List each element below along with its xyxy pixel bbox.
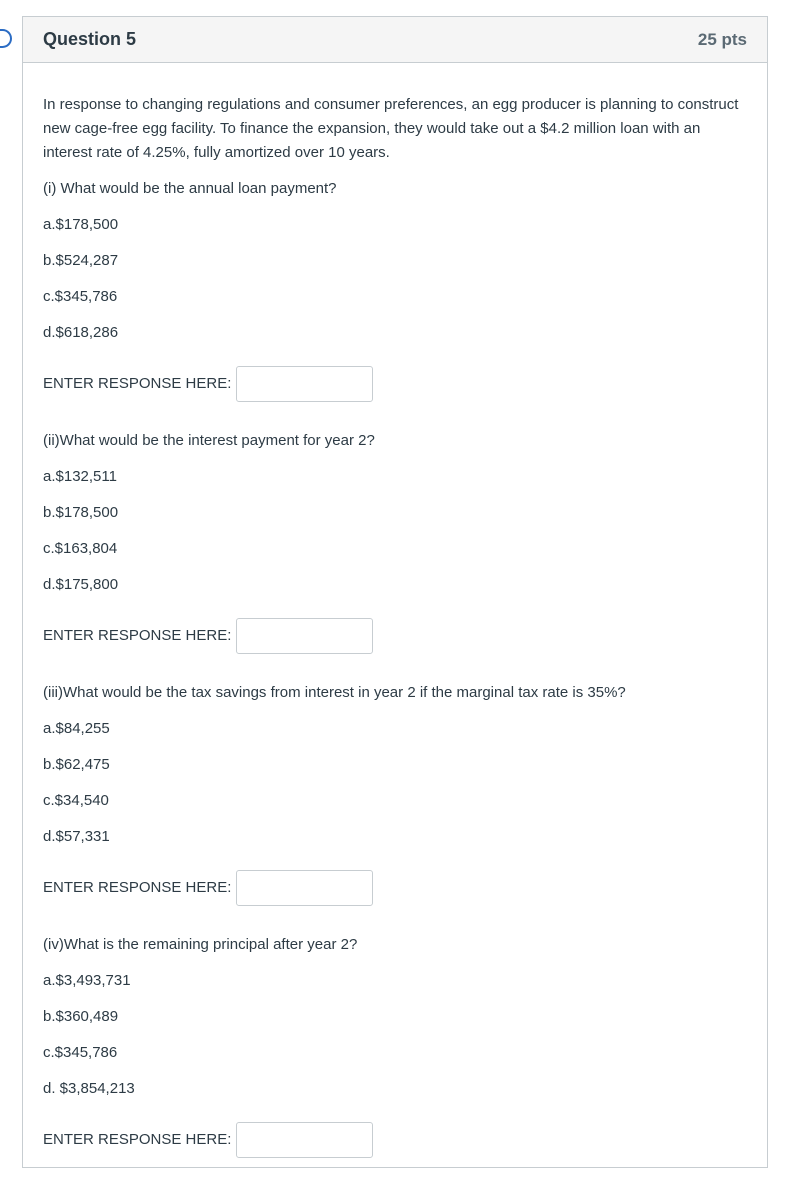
part-prompt: (i) What would be the annual loan payment? [43,180,337,197]
question-header [23,17,767,63]
option-d: d.$57,331 [43,828,110,845]
option-c: c.$345,786 [43,288,118,305]
option-b: b.$524,287 [43,252,119,269]
option-c: c.$34,540 [43,792,109,809]
question-part-iv [43,933,747,1159]
response-row [43,1121,747,1159]
question-intro: In response to changing regulations and consumer preferences, an egg producer is planning to construct new cage-free egg facility. To finance the expansion, they would take out a $4.2 million loan with an interest rate of 4.25%, fully amortized over 10 years. [43,96,739,161]
question-body [23,63,767,1159]
question-part-ii [43,429,747,655]
response-row [43,869,747,907]
option-a: a.$3,493,731 [43,972,131,989]
response-label: ENTER RESPONSE HERE: [43,375,232,392]
option-d: d. $3,854,213 [43,1080,135,1097]
option-a: a.$178,500 [43,216,119,233]
part-prompt: (iii)What would be the tax savings from interest in year 2 if the marginal tax rate is 35%? [43,684,626,701]
response-input-iv[interactable] [236,1122,373,1158]
question-card [22,16,768,1168]
response-row [43,365,747,403]
part-prompt: (iv)What is the remaining principal after year 2? [43,936,358,953]
option-d: d.$618,286 [43,324,119,341]
option-b: b.$62,475 [43,756,110,773]
response-input-ii[interactable] [236,618,373,654]
response-row [43,617,747,655]
response-input-i[interactable] [236,366,373,402]
option-a: a.$84,255 [43,720,110,737]
option-a: a.$132,511 [43,468,117,485]
question-part-iii [43,681,747,907]
option-c: c.$163,804 [43,540,118,557]
option-d: d.$175,800 [43,576,119,593]
question-part-i [43,177,747,403]
part-prompt: (ii)What would be the interest payment for year 2? [43,432,375,449]
response-label: ENTER RESPONSE HERE: [43,879,232,896]
option-b: b.$178,500 [43,504,119,521]
response-input-iii[interactable] [236,870,373,906]
flag-question-icon[interactable] [0,29,12,48]
question-points: 25 pts [697,29,747,49]
response-label: ENTER RESPONSE HERE: [43,627,232,644]
response-label: ENTER RESPONSE HERE: [43,1131,232,1148]
option-b: b.$360,489 [43,1008,119,1025]
option-c: c.$345,786 [43,1044,118,1061]
question-title: Question 5 [43,29,137,49]
